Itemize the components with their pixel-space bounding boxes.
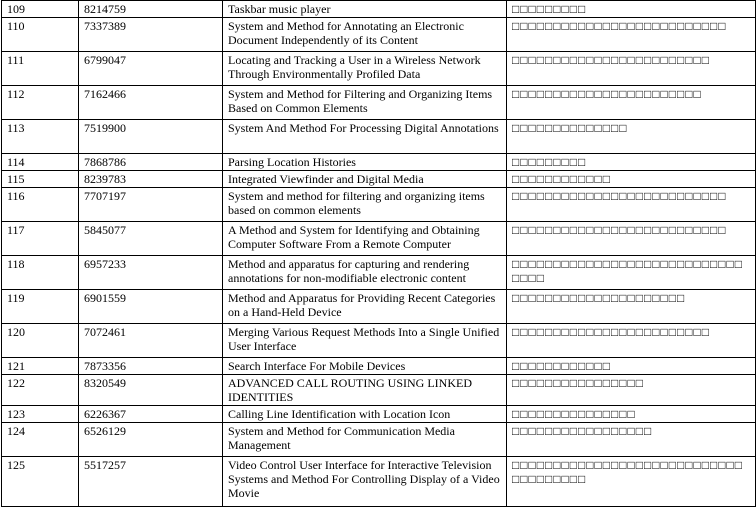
table-row — [2, 52, 756, 86]
table-row — [2, 256, 756, 290]
patent-title: Search Interface For Mobile Devices — [223, 358, 507, 375]
table-row — [2, 358, 756, 375]
foreign-title: □□□□□□□□□□□□□□□□□ — [507, 423, 756, 457]
patent-title: Method and apparatus for capturing and rendering annotations for non-modifiable electronic content — [223, 256, 507, 290]
patent-title: Parsing Location Histories — [223, 154, 507, 171]
row-number: 120 — [2, 324, 79, 358]
patent-title: Merging Various Request Methods Into a Single Unified User Interface — [223, 324, 507, 358]
foreign-title: □□□□□□□□□□□□□□□□□□□□□□□□□□ — [507, 222, 756, 256]
patent-number: 7162466 — [79, 86, 223, 120]
table-row — [2, 154, 756, 171]
patent-number: 7519900 — [79, 120, 223, 154]
row-number: 123 — [2, 406, 79, 423]
row-number: 118 — [2, 256, 79, 290]
row-number: 122 — [2, 375, 79, 406]
foreign-title: □□□□□□□□□□□□□□□□□□□□□□□□□□ — [507, 188, 756, 222]
patent-number: 7868786 — [79, 154, 223, 171]
patent-number: 6957233 — [79, 256, 223, 290]
foreign-title: □□□□□□□□□□□□□□□□ — [507, 375, 756, 406]
patent-number: 6799047 — [79, 52, 223, 86]
row-number: 116 — [2, 188, 79, 222]
patent-number: 6901559 — [79, 290, 223, 324]
patent-number: 7873356 — [79, 358, 223, 375]
patent-number: 5845077 — [79, 222, 223, 256]
patent-number: 5517257 — [79, 457, 223, 507]
row-number: 119 — [2, 290, 79, 324]
foreign-title: □□□□□□□□□□□□□□□□□□□□□□□□□□ — [507, 18, 756, 52]
foreign-title: □□□□□□□□□□□□□□ — [507, 120, 756, 154]
patent-title: System and Method for Filtering and Organizing Items Based on Common Elements — [223, 86, 507, 120]
patent-number: 8214759 — [79, 1, 223, 18]
row-number: 111 — [2, 52, 79, 86]
foreign-title: □□□□□□□□□□□□ — [507, 358, 756, 375]
table-row — [2, 1, 756, 18]
patent-number: 7072461 — [79, 324, 223, 358]
row-number: 124 — [2, 423, 79, 457]
patent-title: Integrated Viewfinder and Digital Media — [223, 171, 507, 188]
table-row — [2, 222, 756, 256]
row-number: 112 — [2, 86, 79, 120]
row-number: 114 — [2, 154, 79, 171]
foreign-title: □□□□□□□□□□□□□□□ — [507, 406, 756, 423]
patent-title: Locating and Tracking a User in a Wireless Network Through Environmentally Profiled Data — [223, 52, 507, 86]
patent-title: Method and Apparatus for Providing Recent Categories on a Hand-Held Device — [223, 290, 507, 324]
patent-number: 8239783 — [79, 171, 223, 188]
table-row — [2, 86, 756, 120]
table-row — [2, 290, 756, 324]
row-number: 113 — [2, 120, 79, 154]
foreign-title: □□□□□□□□□□□□□□□□□□□□□□□□□□□□□□□□ — [507, 256, 756, 290]
patent-title: A Method and System for Identifying and Obtaining Computer Software From a Remote Computer — [223, 222, 507, 256]
table-row — [2, 423, 756, 457]
patent-title: System And Method For Processing Digital Annotations — [223, 120, 507, 154]
row-number: 110 — [2, 18, 79, 52]
patent-title: Calling Line Identification with Location Icon — [223, 406, 507, 423]
foreign-title: □□□□□□□□□□□□□□□□□□□□□□□□ — [507, 324, 756, 358]
patent-number: 8320549 — [79, 375, 223, 406]
foreign-title: □□□□□□□□□□□□□□□□□□□□□□□□ — [507, 52, 756, 86]
table-row — [2, 171, 756, 188]
table-row — [2, 188, 756, 222]
table-row — [2, 457, 756, 507]
foreign-title: □□□□□□□□□ — [507, 1, 756, 18]
row-number: 109 — [2, 1, 79, 18]
foreign-title: □□□□□□□□□ — [507, 154, 756, 171]
row-number: 121 — [2, 358, 79, 375]
patent-number: 6526129 — [79, 423, 223, 457]
table-row — [2, 324, 756, 358]
patent-title: ADVANCED CALL ROUTING USING LINKED IDENTITIES — [223, 375, 507, 406]
patent-number: 7337389 — [79, 18, 223, 52]
patent-title: Video Control User Interface for Interactive Television Systems and Method For Controlling Display of a Video Movie — [223, 457, 507, 507]
patent-title: System and Method for Communication Media Management — [223, 423, 507, 457]
patent-table — [1, 0, 756, 507]
patent-title: Taskbar music player — [223, 1, 507, 18]
patent-table-body — [2, 1, 756, 507]
foreign-title: □□□□□□□□□□□□□□□□□□□□□□□ — [507, 86, 756, 120]
row-number: 125 — [2, 457, 79, 507]
foreign-title: □□□□□□□□□□□□□□□□□□□□□□□□□□□□□□□□□□□□□ — [507, 457, 756, 507]
row-number: 115 — [2, 171, 79, 188]
patent-number: 7707197 — [79, 188, 223, 222]
patent-number: 6226367 — [79, 406, 223, 423]
table-row — [2, 375, 756, 406]
table-row — [2, 120, 756, 154]
foreign-title: □□□□□□□□□□□□□□□□□□□□□ — [507, 290, 756, 324]
table-row — [2, 18, 756, 52]
foreign-title: □□□□□□□□□□□□ — [507, 171, 756, 188]
table-row — [2, 406, 756, 423]
patent-title: System and method for filtering and organizing items based on common elements — [223, 188, 507, 222]
patent-title: System and Method for Annotating an Electronic Document Independently of its Content — [223, 18, 507, 52]
row-number: 117 — [2, 222, 79, 256]
